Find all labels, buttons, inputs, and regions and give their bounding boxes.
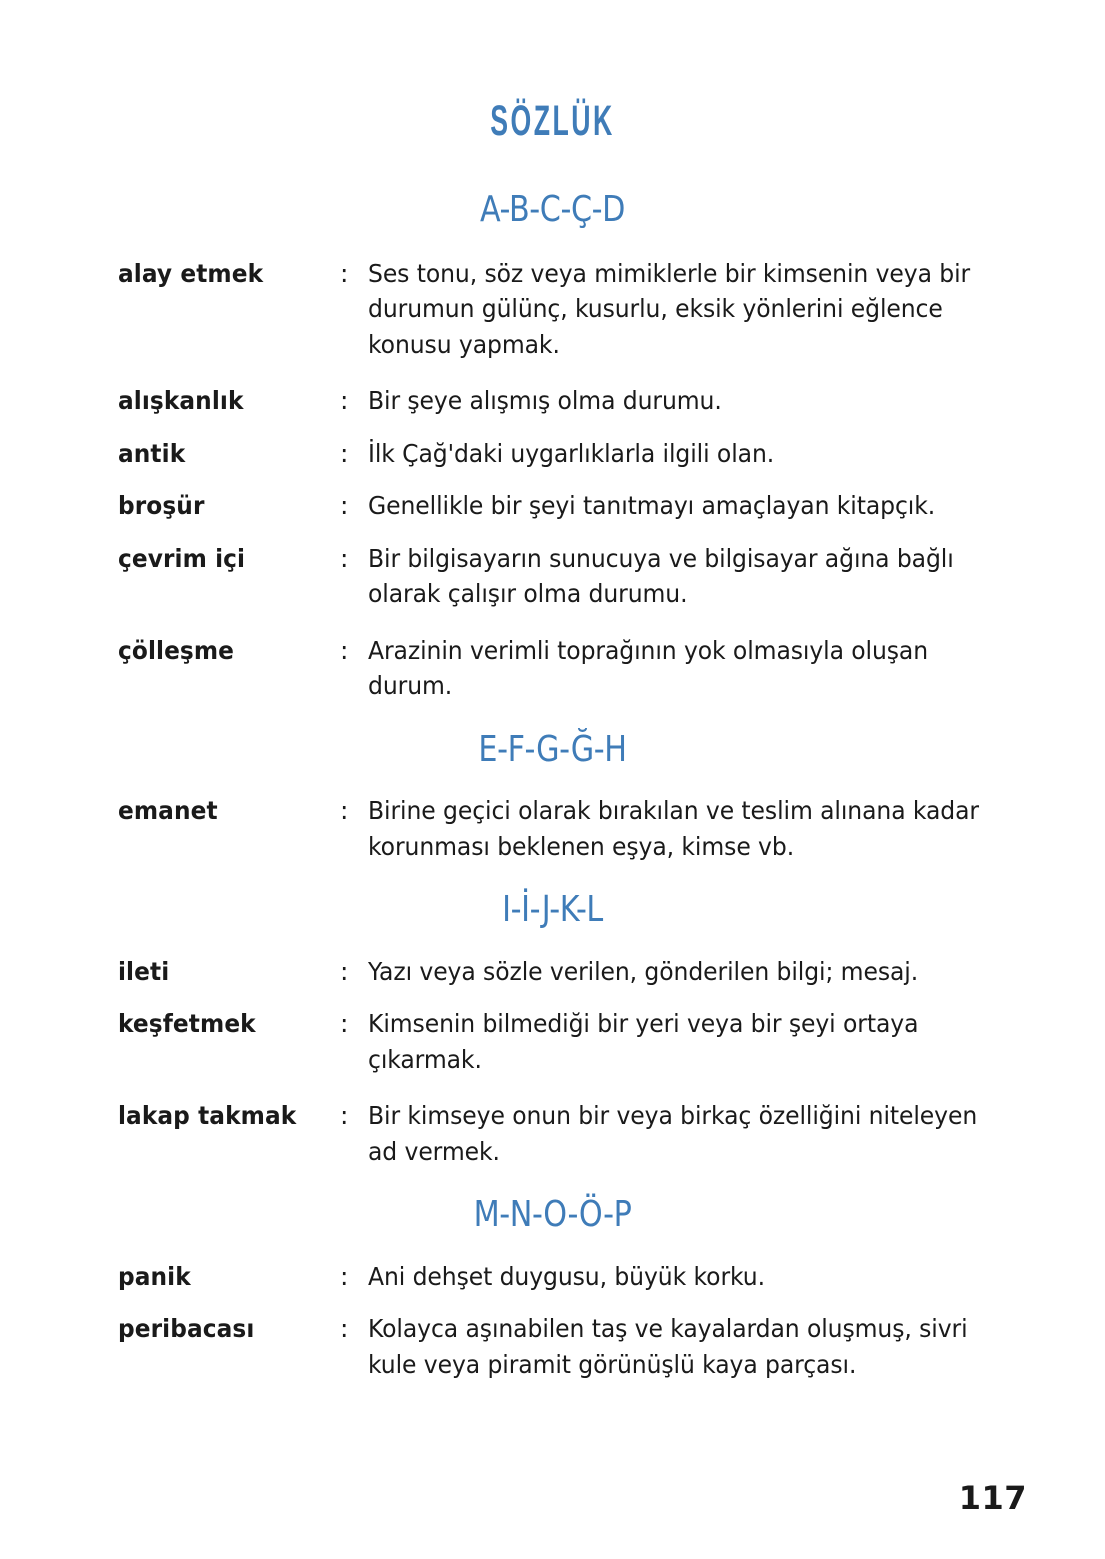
entry-definition: Genellikle bir şeyi tanıtmayı amaçlayan kitapçık. (368, 491, 936, 521)
section-heading: M-N-O-Ö-P (473, 1194, 632, 1236)
entry-term: alay etmek (118, 258, 264, 288)
entry-separator: : (340, 635, 349, 665)
entry-definition: Birine geçici olarak bırakılan ve teslim alınana kadar korunması beklenen eşya, kimse vb. (368, 796, 979, 861)
entry-definition: Bir kimseye onun bir veya birkaç özelliğini niteleyen ad vermek. (368, 1101, 978, 1166)
entry-separator: : (340, 438, 349, 468)
glossary-entry (0, 1259, 1105, 1295)
glossary-entry (0, 436, 1105, 472)
entry-definition: Ses tonu, söz veya mimiklerle bir kimsenin veya bir durumun gülünç, kusurlu, eksik yönlerini eğlence konusu yapmak. (368, 258, 971, 359)
entry-term: panik (118, 1261, 191, 1291)
entry-term: alışkanlık (118, 386, 244, 416)
entry-term: ileti (118, 956, 170, 986)
entry-separator: : (340, 1101, 349, 1131)
entry-term: çevrim içi (118, 543, 246, 573)
entry-term: broşür (118, 491, 205, 521)
glossary-entry (0, 1006, 1105, 1077)
entry-definition: Yazı veya sözle verilen, gönderilen bilgi; mesaj. (368, 956, 919, 986)
entry-separator: : (340, 543, 349, 573)
entry-separator: : (340, 1314, 349, 1344)
glossary-entry (0, 488, 1105, 524)
glossary-entry (0, 633, 1105, 704)
entry-definition: Bir şeye alışmış olma durumu. (368, 386, 722, 416)
entry-separator: : (340, 956, 349, 986)
glossary-entry (0, 793, 1105, 864)
entry-definition: Ani dehşet duygusu, büyük korku. (368, 1261, 765, 1291)
entry-definition: Arazinin verimli toprağının yok olmasıyla oluşan durum. (368, 635, 929, 701)
entry-separator: : (340, 1261, 349, 1291)
glossary-content (0, 190, 1105, 1403)
glossary-entry (0, 1098, 1105, 1169)
entry-term: çölleşme (118, 635, 235, 665)
entry-term: lakap takmak (118, 1101, 297, 1131)
section-heading: A-B-C-Ç-D (479, 189, 626, 230)
glossary-entry (0, 256, 1105, 363)
entry-definition: İlk Çağ'daki uygarlıklarla ilgili olan. (368, 438, 775, 468)
entry-definition: Kolayca aşınabilen taş ve kayalardan oluşmuş, sivri kule veya piramit görünüşlü kaya parçası. (368, 1314, 968, 1379)
page-number: 117 (958, 1479, 1027, 1517)
entry-term: emanet (118, 796, 218, 826)
page-title: SÖZLÜK (490, 97, 615, 145)
entry-definition: Bir bilgisayarın sunucuya ve bilgisayar ağına bağlı olarak çalışır olma durumu. (368, 543, 954, 609)
glossary-entry (0, 1311, 1105, 1382)
entry-term: peribacası (118, 1314, 255, 1344)
glossary-entry (0, 541, 1105, 612)
entry-separator: : (340, 258, 349, 288)
entry-term: antik (118, 438, 186, 468)
section-heading: E-F-G-Ğ-H (478, 728, 627, 770)
glossary-entry (0, 954, 1105, 990)
entry-separator: : (340, 386, 349, 416)
entry-term: keşfetmek (118, 1009, 256, 1039)
entry-separator: : (340, 491, 349, 521)
entry-separator: : (340, 796, 349, 826)
entry-separator: : (340, 1009, 349, 1039)
glossary-entry (0, 383, 1105, 419)
entry-definition: Kimsenin bilmediği bir yeri veya bir şeyi ortaya çıkarmak. (368, 1009, 919, 1074)
section-heading: I-İ-J-K-L (502, 889, 603, 931)
